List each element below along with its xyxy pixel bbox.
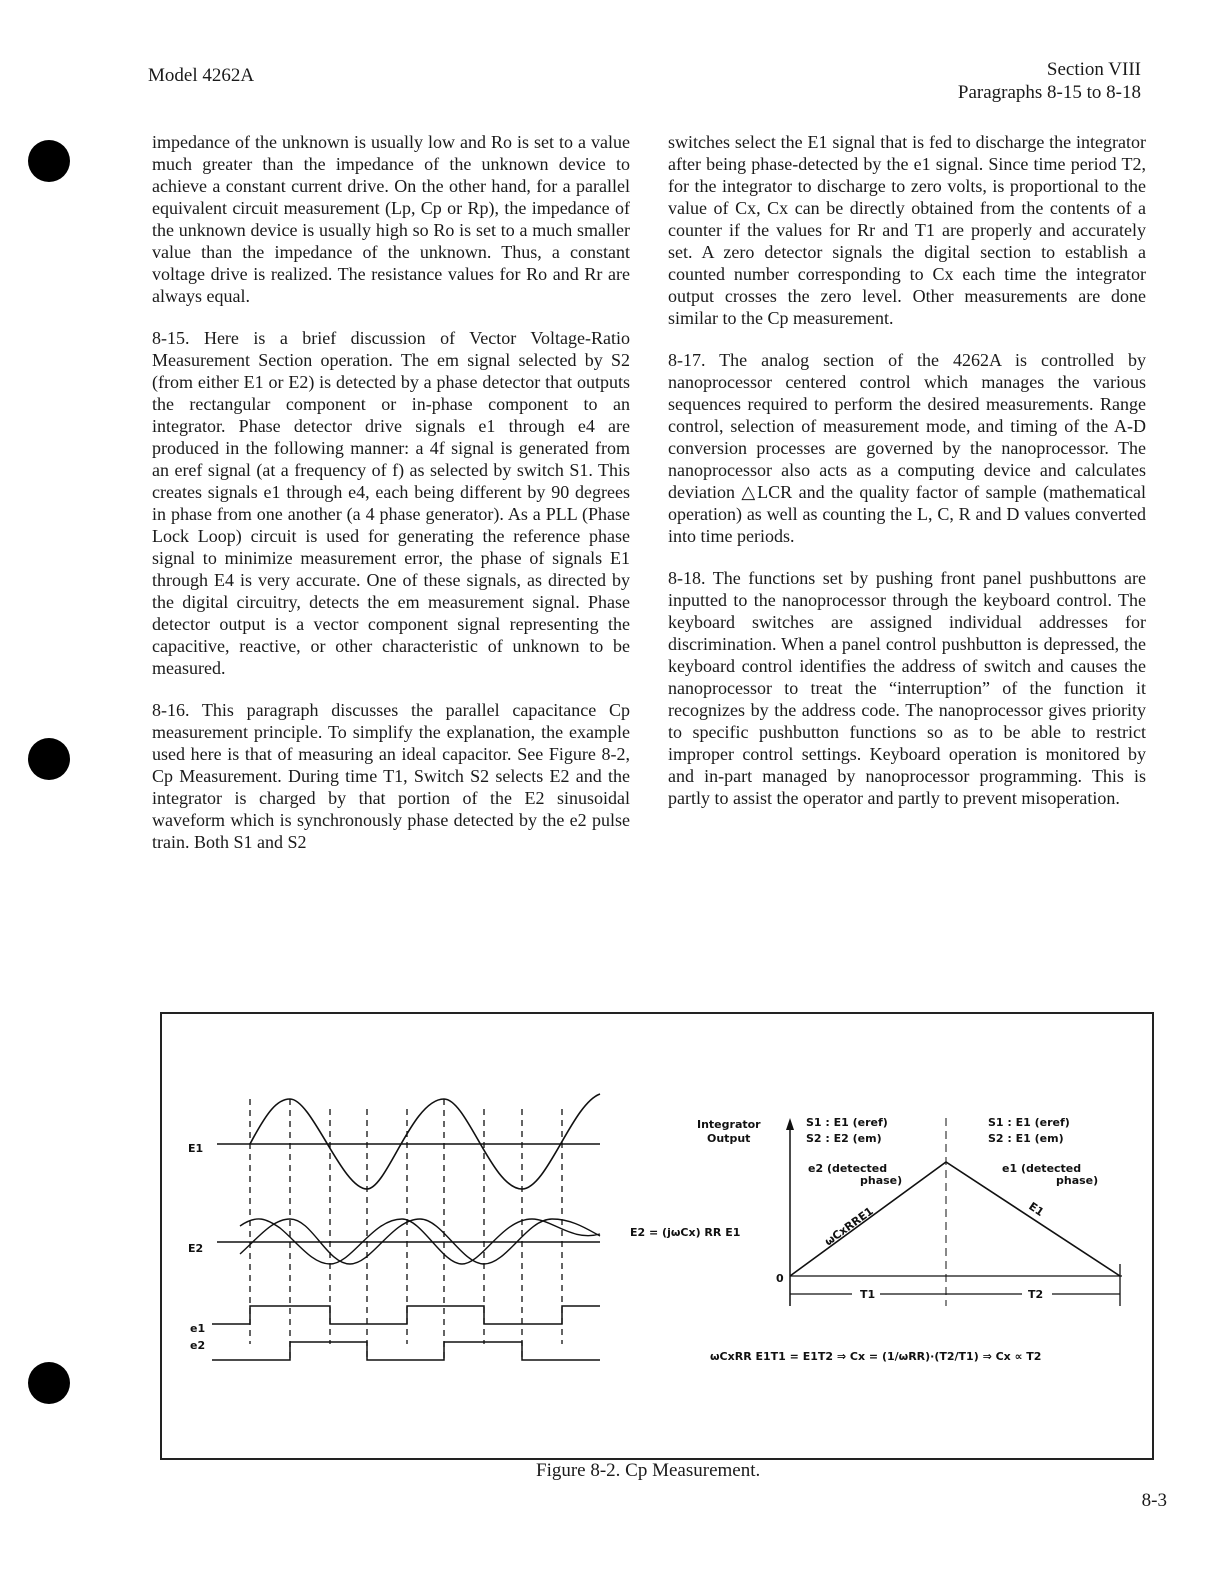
page-number: 8-3 [1141,1490,1167,1511]
paragraph-8-16: 8-16. This paragraph discusses the parallel capacitance Cp measurement principle. To simplify the explanation, the example used here is that of measuring an ideal capacitor. See Figure 8-2, Cp Measurement. During time T1, Switch S2 selects E2 and the integrator is charged by that portion of the E2 sinusoidal waveform which is synchronously phase detected by the e2 pulse train. Both S1 and S2 [152,700,630,852]
phase-marker-lines [250,1099,562,1359]
e2-pulse-label: e2 [190,1339,206,1352]
charge-slope-label: ωCxRRE1 [822,1204,876,1249]
paragraph-continuation: impedance of the unknown is usually low and Ro is set to a value much greater than the impedance of the unknown device to achieve a constant current drive. On the other hand, for a parallel equivalent circuit measurement (Lp, Cp or Rp), the impedance of the unknown device is usually high so Ro is set to a much smaller value than the impedance of the unknown. Thus, a constant voltage drive is realized. The resistance values for Ro and Rr are always equal. [152,132,630,306]
e1-signal-label: E1 [188,1142,204,1155]
e2-signal-label: E2 [188,1242,204,1255]
e1-pulse-train [212,1306,600,1324]
model-header: Model 4262A [148,65,255,86]
binder-hole-bottom [28,1362,70,1404]
section-header [958,58,1141,104]
binder-hole-top [28,140,70,182]
left-s1-label: S1 : E1 (eref) [806,1116,888,1129]
e2-pulse-train [212,1342,600,1360]
e1-sine-wave [250,1094,600,1189]
integrator-label: Integrator [697,1118,761,1131]
right-s2-label: S2 : E1 (em) [988,1132,1064,1145]
output-label: Output [707,1132,751,1145]
zero-level-label: 0 [776,1272,784,1285]
right-phase-label: phase) [1056,1174,1099,1187]
paragraph-8-15: 8-15. Here is a brief discussion of Vector Voltage-Ratio Measurement Section operation. The em signal selected by S2 (from either E1 or E2) is detected by a phase detector that outputs the rectangular component or in-phase component to an integrator. Phase detector drive signals e1 through e4 are produced in the following manner: a 4f signal is generated from an eref signal (at a frequency of f) as selected by switch S1. This creates signals e1 through e4, each being different by 90 degrees in phase from one another (a 4 phase generator). As a PLL (Phase Lock Loop) circuit is used for generating the reference phase signal to minimize measurement error, the phase of signals E1 through E4 is very accurate. One of these signals, as directed by the digital circuitry, detects the em measurement signal. Phase detector output is a vector component signal representing the capacitive, reactive, or other characteristic of unknown to be measured. [152,328,630,678]
paragraph-8-18: 8-18. The functions set by pushing front panel pushbuttons are inputted to the nanoprocessor through the keyboard control. The keyboard switches are assigned individual addresses for discrimination. When a panel control pushbutton is depressed, the keyboard control identifies the address of switch and causes the nanoprocessor to treat the “interruption” of the function it recognizes by the address code. The nanoprocessor gives priority to specific pushbutton functions so as to be able to restrict improper control settings. Keyboard operation is monitored by and in-part managed by nanoprocessor programming. This is partly to assist the operator and partly to prevent misoperation. [668,568,1146,808]
e1-pulse-label: e1 [190,1322,206,1335]
left-s2-label: S2 : E2 (em) [806,1132,882,1145]
discharge-slope-label: E1 [1026,1199,1047,1219]
figure-diagram [162,1014,1156,1462]
e2-formula: E2 = (jωCx) RR E1 [630,1226,741,1239]
paragraph-range: Paragraphs 8-15 to 8-18 [957,82,1141,103]
figure-cp-measurement [160,1012,1154,1460]
figure-caption: Figure 8-2. Cp Measurement. [536,1460,761,1481]
left-phase-label: phase) [860,1174,903,1187]
right-s1-label: S1 : E1 (eref) [988,1116,1070,1129]
paragraph-8-17: 8-17. The analog section of the 4262A is controlled by nanoprocessor centered control which manages the various sequences required to perform the desired measurements. Range control, selection of measurement mode, and timing of the A-D conversion processes are governed by the nanoprocessor. The nanoprocessor also acts as a computing device and calculates deviation △LCR and the quality factor of sample (mathematical operation) as well as counting the L, C, R and D values converted into time periods. [668,350,1146,546]
right-text-column [668,131,1146,829]
left-text-column [152,131,630,873]
cx-equation: ωCxRR E1T1 = E1T2 ⇒ Cx = (1/ωRR)·(T2/T1) ⇒ Cx ∝ T2 [710,1350,1042,1363]
left-detected-label: e2 (detected [808,1162,888,1175]
axis-arrow-icon [786,1118,794,1130]
right-detected-label: e1 (detected [1002,1162,1082,1175]
section-title: Section VIII [1046,59,1141,80]
paragraph-8-16-continued: switches select the E1 signal that is fed to discharge the integrator after being phase-detected by the e1 signal. Since time period T2, for the integrator to discharge to zero volts, is proportional to the value of Cx, Cx can be directly obtained from the contents of a counter if the values for Rr and T1 are properly and accurately set. A zero detector signals the digital section to establish a counted number corresponding to Cx each time the integrator output crosses the zero level. Other measurements are done similar to the Cp measurement. [668,132,1146,328]
t2-label: T2 [1028,1288,1044,1301]
binder-hole-middle [28,738,70,780]
t1-label: T1 [860,1288,876,1301]
